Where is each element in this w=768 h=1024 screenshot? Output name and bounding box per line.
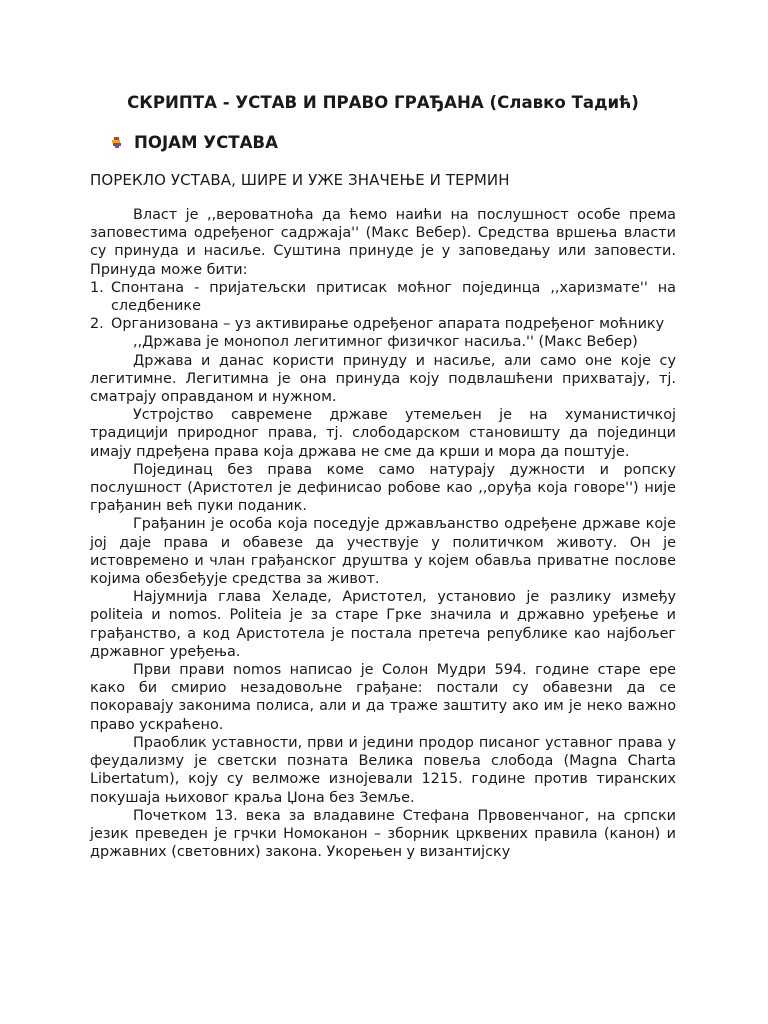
paragraph: Најумнија глава Хеладе, Аристотел, установио је разлику између politeia и nomos. Politeia је за старе Грке значила и државно уређење и грађанство, а код Аристотела је постала претеча републике као најбољег државног уређења.: [90, 589, 676, 660]
list-item-text: Спонтана - пријатељски притисак моћног појединца ,,харизмате'' на следбенике: [111, 279, 676, 315]
document-content: [90, 92, 676, 861]
subsection-heading: ПОРЕКЛО УСТАВА, ШИРЕ И УЖЕ ЗНАЧЕЊЕ И ТЕРМИН: [90, 171, 510, 189]
list-number: 1.: [90, 279, 104, 296]
section-heading-text: ПОЈАМ УСТАВА: [134, 133, 278, 152]
paragraph: Грађанин је особа која поседује држављанство одређене државе које јој даје права и обавезе да учествује у политичком животу. Он је истовремено и члан грађанског друштва у којем обавља приватне послове којима обезбеђује средства за живот.: [90, 516, 676, 588]
list-item: [90, 279, 676, 315]
document-title: СКРИПТА - УСТАВ И ПРАВО ГРАЂАНА (Славко Тадић): [127, 93, 639, 112]
quote: ,,Држава је монопол легитимног физичког насиља.'' (Макс Вебер): [133, 334, 638, 351]
numbered-list: [90, 279, 676, 334]
section-heading: [90, 132, 676, 154]
paragraph: Држава и данас користи принуду и насиље, али само оне које су легитимне. Легитимна је она принуда коју подвлашћени прихватају, тј. сматрају оправданом и нужном.: [90, 352, 676, 406]
colored-bullet-icon: [112, 137, 122, 148]
paragraph: Власт је ,,вероватноћа да ћемо наићи на послушност особе према заповестима одређеног садржаја'' (Макс Вебер). Средства вршења власти су принуда и насиље. Суштина принуде је у заповедању или заповести. Принуда може бити:: [90, 207, 676, 278]
list-item: [90, 315, 676, 333]
list-number: 2.: [90, 316, 104, 333]
list-item-text: Организована – уз активирање одређеног апарата подређеног моћнику: [111, 316, 665, 333]
paragraph: Појединац без права коме само натурају дужности и ропску послушност (Аристотел је дефинисао робове као ,,оруђа која говоре'') није грађанин већ пуки поданик.: [90, 461, 676, 515]
paragraph: Први прави nomos написао је Солон Мудри 594. године старе ере како би смирио незадовољне грађане: постали су обавезни да се покоравају законима полиса, али и да траже заштиту ако им је неко важно право ускраћено.: [90, 662, 676, 733]
paragraph: Почетком 13. века за владавине Стефана Првовенчаног, на српски језик преведен је грчки Номоканон – зборник црквених правила (канон) и државних (световних) закона. Укорењен у византијску: [90, 807, 676, 861]
paragraph: Праоблик уставности, први и једини продор писаног уставног права у феудализму је светски позната Велика повеља слобода (Magna Charta Libertatum), коју су велможе изнојевали 1215. године против тиранских покушаја њиховог краља Џона без Земље.: [90, 734, 676, 806]
paragraph: Устројство савремене државе утемељен је на хуманистичкој традицији природног права, тј. слободарском становишту да појединци имају пдређена права која држава не сме да крши и мора да поштује.: [90, 407, 676, 460]
